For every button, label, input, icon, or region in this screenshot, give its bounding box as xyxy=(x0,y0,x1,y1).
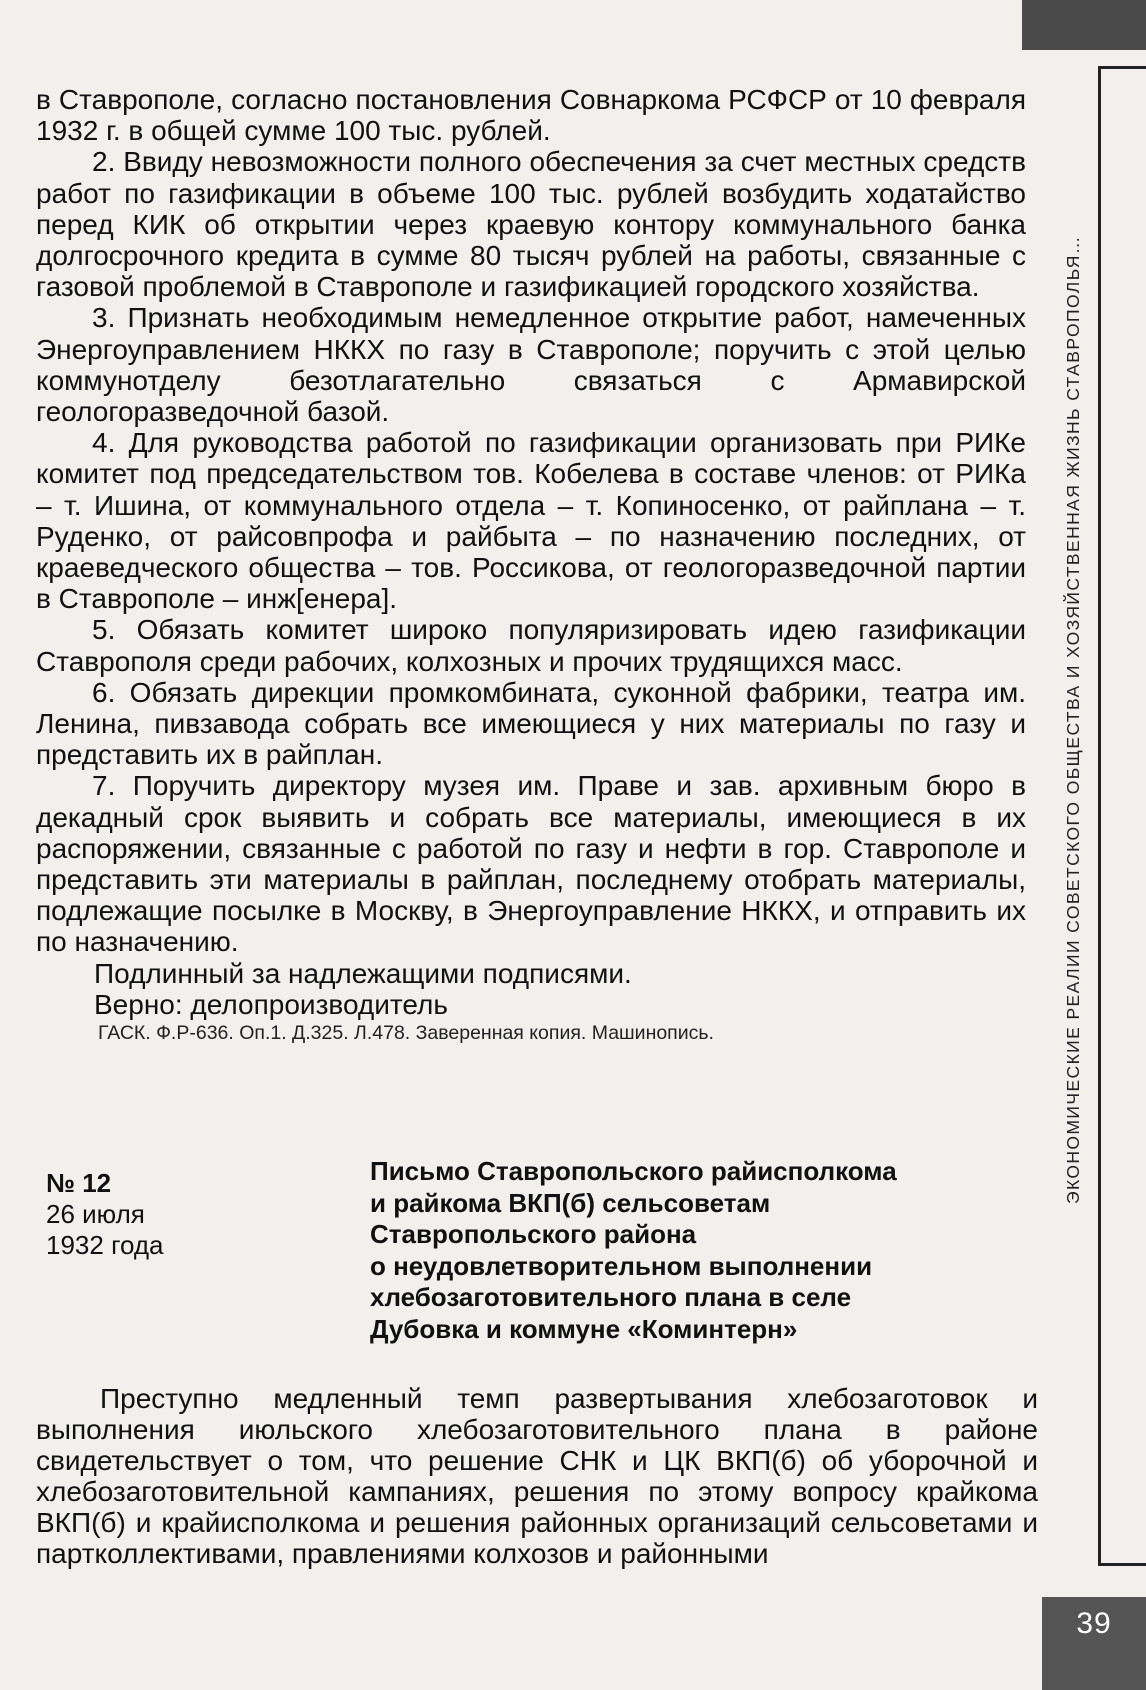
document-date: 26 июля xyxy=(46,1199,145,1229)
decision-item-5: 5. Обязать комитет широко популяризировать идею газификации Ставрополя среди рабочих, колхозных и прочих трудящихся масс. xyxy=(36,614,1026,677)
title-line: Дубовка и коммуне «Коминтерн» xyxy=(370,1313,798,1344)
signature-clerk: Верно: делопроизводитель xyxy=(94,988,448,1020)
decision-item-2: 2. Ввиду невозможности полного обеспечения за счет местных средств работ по газификации в объеме 100 тыс. рублей возбудить ходатайство перед КИК об открытии через краевую контору коммунального банка долгосрочного кредита в сумме 80 тысяч рублей на работы, связанные с газовой проблемой в Ставрополе и газификацией городского хозяйства. xyxy=(36,146,1026,303)
document-body xyxy=(36,1383,1038,1569)
document-title xyxy=(370,1156,930,1345)
title-line: Письмо Ставропольского райисполкома xyxy=(370,1156,897,1186)
title-line: хлебозаготовительного плана в селе xyxy=(370,1282,852,1312)
page-number: 39 xyxy=(1042,1597,1146,1690)
decision-item-7: 7. Поручить директору музея им. Праве и зав. архивным бюро в декадный срок выявить и собрать все материалы, имеющиеся в их распоряжении, связанные с работой по газу и нефти в гор. Ставрополе и представить эти материалы в райплан, последнему отобрать материалы, подлежащие посылке в Москву, в Энергоуправление НККХ, и отправить их по назначению. xyxy=(36,770,1026,958)
document-header xyxy=(36,1154,1026,1354)
side-frame xyxy=(1098,66,1146,1566)
decision-item-3: 3. Признать необходимым немедленное открытие работ, намеченных Энергоуправлением НККХ по газу в Ставрополе; поручить с этой целью коммунотделу безотлагательно связаться с Армавирской геологоразведочной базой. xyxy=(36,302,1026,428)
title-line: о неудовлетворительном выполнении xyxy=(370,1250,873,1281)
signature-original: Подлинный за надлежащими подписями. xyxy=(94,957,632,989)
document-body-paragraph: Преступно медленный темп развертывания хлебозаготовок и выполнения июльского хлебозаготовительного плана в районе свидетельствует о том, что решение СНК и ЦК ВКП(б) об уборочной и хлебозаготовительной кампаниях, решения по этому вопросу крайкома ВКП(б) и крайисполкома и решения районных организаций сельсоветами и партколлективами, правлениями колхозов и районными xyxy=(36,1383,1038,1569)
document-meta xyxy=(46,1168,164,1261)
running-title: ЭКОНОМИЧЕСКИЕ РЕАЛИИ СОВЕТСКОГО ОБЩЕСТВА И ХОЗЯЙСТВЕННАЯ ЖИЗНЬ СТАВРОПОЛЬЯ… xyxy=(1063,235,1083,1204)
decision-intro: в Ставрополе, согласно постановления Совнаркома РСФСР от 10 февраля 1932 г. в общей сумме 100 тыс. рублей. xyxy=(36,84,1026,147)
title-line: Ставропольского района xyxy=(370,1219,697,1249)
decision-item-6: 6. Обязать дирекции промкомбината, суконной фабрики, театра им. Ленина, пивзавода собрать все имеющиеся у них материалы по газу и представить их в райплан. xyxy=(36,676,1026,771)
decision-text xyxy=(36,84,1026,1046)
archive-reference: ГАСК. Ф.Р-636. Оп.1. Д.325. Л.478. Заверенная копия. Машинопись. xyxy=(98,1022,714,1045)
header-tab xyxy=(1022,0,1146,50)
document-number: № 12 xyxy=(46,1168,112,1198)
document-year: 1932 года xyxy=(46,1230,164,1260)
title-line: и райкома ВКП(б) сельсоветам xyxy=(370,1187,771,1218)
decision-item-4: 4. Для руководства работой по газификации организовать при РИКе комитет под председательством тов. Кобелева в составе членов: от РИКа – т. Ишина, от коммунального отдела – т. Копиносенко, от райплана – т. Руденко, от райсовпрофа и райбыта – по назначению последних, от краеведческого общества – тов. Россикова, от геологоразведочной партии в Ставрополе – инж[енера]. xyxy=(36,427,1026,615)
